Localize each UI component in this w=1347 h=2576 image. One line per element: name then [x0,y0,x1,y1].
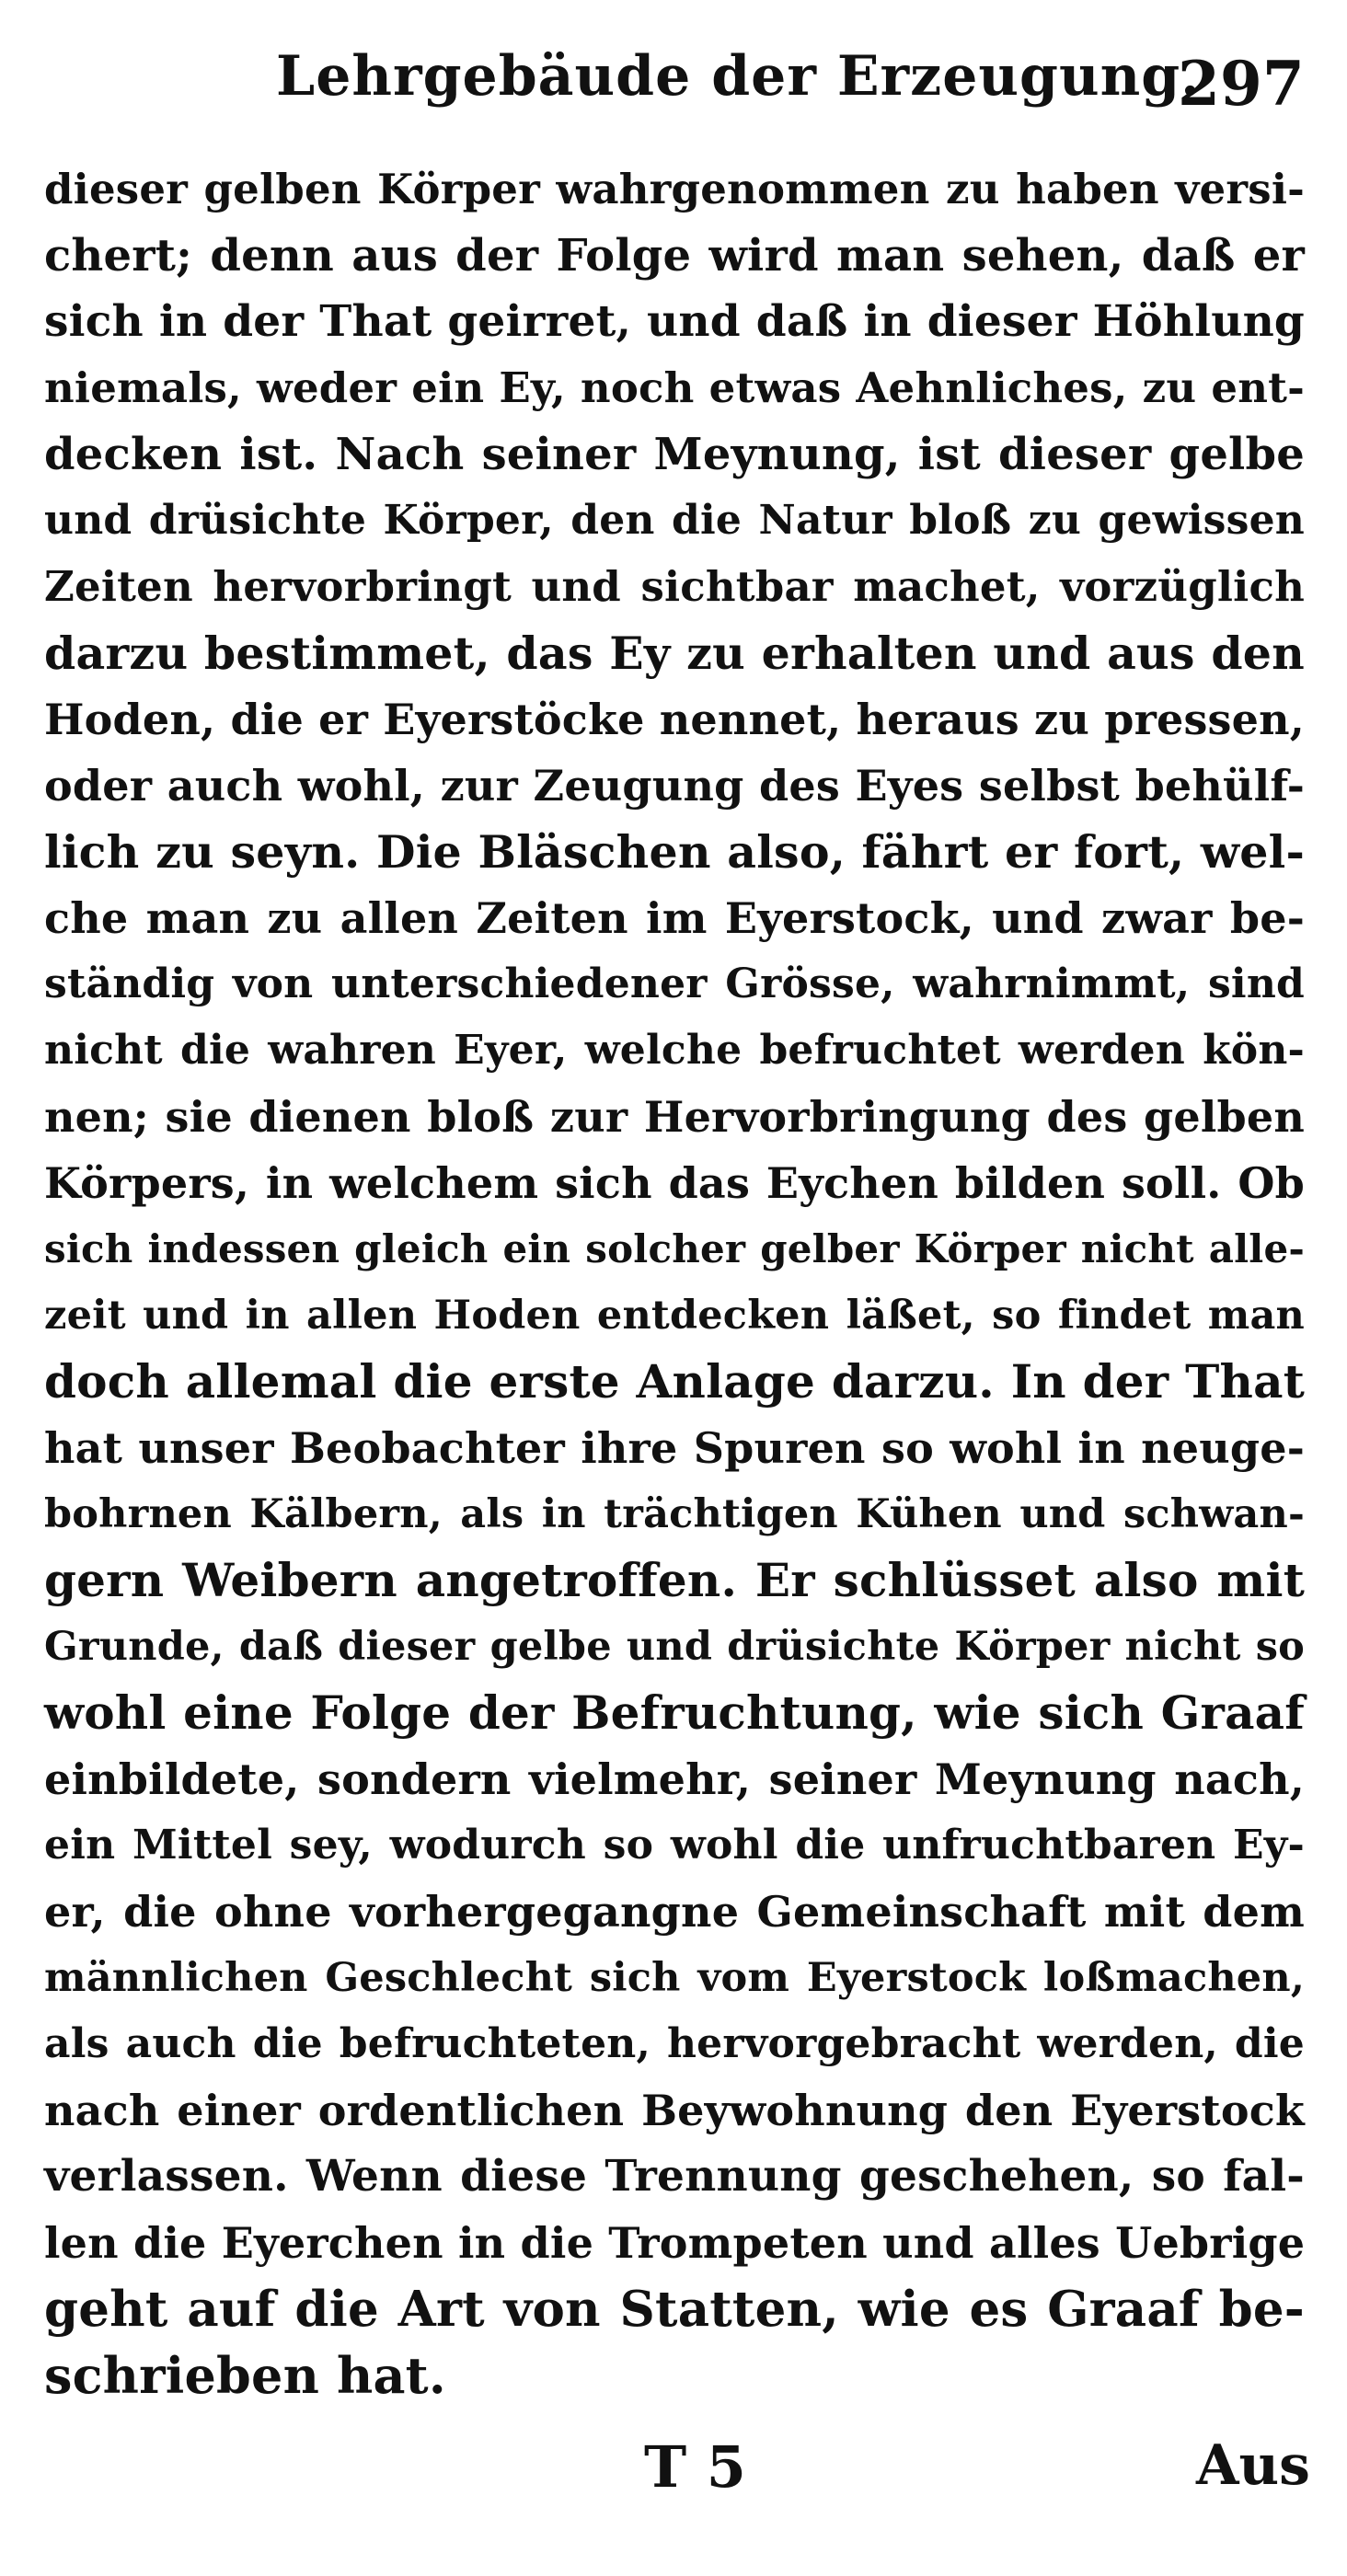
text-line: gern Weibern angetroffen. Er schlüsset also mit [44,1553,1305,1607]
text-line: ständig von unterschiedener Grösse, wahrnimmt, sind [44,960,1305,1007]
text-line: Hoden, die er Eyerstöcke nennet, heraus zu pressen, [44,695,1305,744]
text-line: und drüsichte Körper, den die Natur bloß zu gewissen [44,497,1305,544]
signature-mark: T 5 [644,2433,746,2501]
catchword: Aus [1196,2433,1310,2498]
text-line: nen; sie dienen bloß zur Hervorbringung des gelben [44,1092,1305,1142]
text-line: nicht die wahren Eyer, welche befruchtet werden kön- [44,1027,1305,1074]
page-header [0,28,1347,129]
text-line: niemals, weder ein Ey, noch etwas Aehnliches, zu ent- [44,363,1305,412]
text-line: ein Mittel sey, wodurch so wohl die unfruchtbaren Ey- [44,1822,1305,1869]
text-line: schrieben hat. [44,2346,446,2405]
text-line: nach einer ordentlichen Beywohnung den Eyerstock [44,2086,1305,2135]
text-line: chert; denn aus der Folge wird man sehen, daß er [44,230,1305,282]
text-line: Grunde, daß dieser gelbe und drüsichte Körper nicht so [44,1624,1305,1670]
text-line: bohrnen Kälbern, als in trächtigen Kühen und schwan- [44,1491,1305,1537]
text-line: männlichen Geschlecht sich vom Eyerstock loßmachen, [44,1955,1305,2001]
text-line: oder auch wohl, zur Zeugung des Eyes selbst behülf- [44,761,1305,811]
text-line: doch allemal die erste Anlage darzu. In der That [44,1354,1305,1409]
running-title: Lehrgebäude der Erzeugung. [276,44,1202,109]
text-line: len die Eyerchen in die Trompeten und alles Uebrige [44,2218,1306,2268]
body-text [44,156,1305,2409]
text-line: darzu bestimmet, das Ey zu erhalten und aus den [44,627,1305,680]
text-line: Zeiten hervorbringt und sichtbar machet, vorzüglich [44,562,1305,611]
text-line: dieser gelben Körper wahrgenommen zu haben versi- [44,165,1305,213]
page-number: 297 [1178,48,1305,120]
text-line: verlassen. Wenn diese Trennung geschehen, so fal- [44,2151,1305,2202]
text-line: hat unser Beobachter ihre Spuren so wohl in neuge- [44,1423,1305,1473]
text-line: lich zu seyn. Die Bläschen also, fährt er fort, wel- [44,825,1305,879]
text-line: geht auf die Art von Statten, wie es Graaf be- [44,2281,1305,2338]
text-line: zeit und in allen Hoden entdecken läßet, so findet man [44,1293,1305,1339]
text-line: che man zu allen Zeiten im Eyerstock, und zwar be- [44,893,1305,943]
text-line: er, die ohne vorhergegangne Gemeinschaft mit dem [44,1887,1305,1937]
text-line: einbildete, sondern vielmehr, seiner Meynung nach, [44,1754,1305,1804]
text-line: decken ist. Nach seiner Meynung, ist dieser gelbe [44,429,1305,480]
text-line: sich indessen gleich ein solcher gelber Körper nicht alle- [44,1226,1305,1271]
page-footer [0,2424,1347,2516]
text-line: wohl eine Folge der Befruchtung, wie sich Graaf [44,1685,1305,1740]
text-line: sich in der That geirret, und daß in dieser Höhlung [44,296,1305,347]
text-line: Körpers, in welchem sich das Eychen bilden soll. Ob [44,1158,1305,1208]
text-line: als auch die befruchteten, hervorgebracht werden, die [44,2020,1305,2067]
